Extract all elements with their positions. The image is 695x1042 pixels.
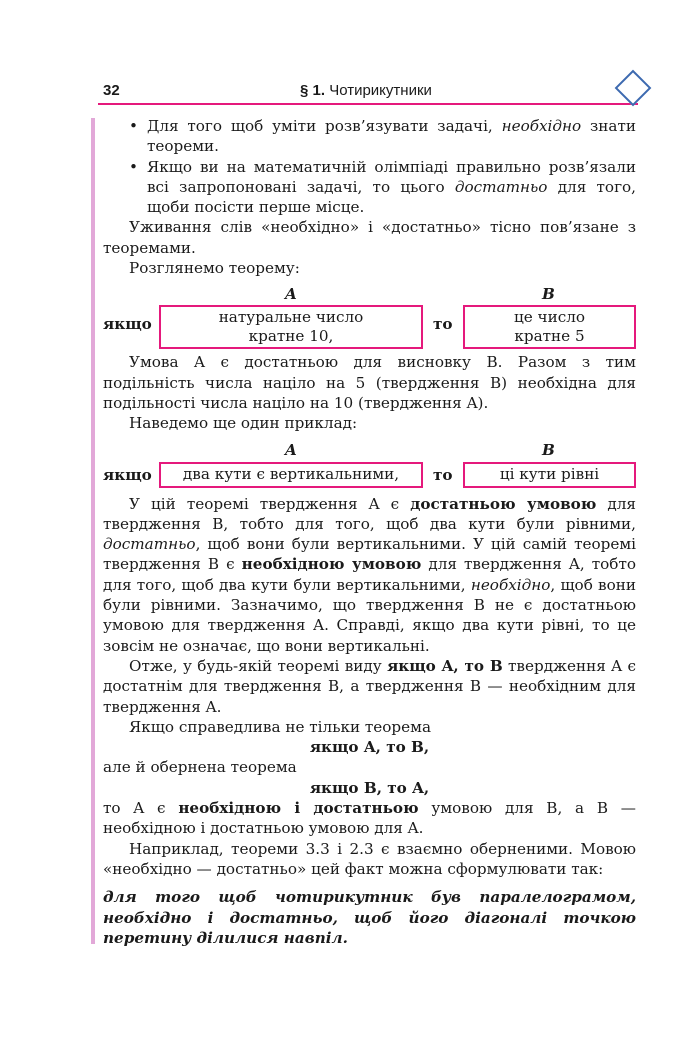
if-keyword: якщо [103, 315, 152, 334]
margin-bar [91, 118, 95, 944]
theorem-diagram [103, 440, 636, 486]
paragraph: то A є необхідною і достатньою умовою для B, а B — необхідною і достатньою умовою для A. [103, 799, 636, 838]
then-keyword: то [433, 465, 453, 484]
label-b: B [542, 285, 555, 304]
label-a: A [285, 440, 297, 459]
paragraph: але й обернена теорема [103, 758, 297, 777]
theorem-diagram [103, 284, 636, 344]
formula: якщо A, то B, [309, 738, 430, 757]
if-keyword: якщо [103, 465, 152, 484]
conclusion-box: це число кратне 5 [463, 305, 636, 349]
header-rule [98, 103, 638, 105]
label-a: A [285, 285, 297, 304]
list-item: • Для того щоб уміти розв’язувати задачі, необхідно знати теореми. [103, 116, 636, 157]
page-number: 32 [103, 82, 120, 99]
section-heading [300, 82, 432, 99]
paragraph: Уживання слів «необхідно» і «достатньо» тісно пов’язане з теоремами. [103, 218, 636, 257]
emphasis: достатньо [454, 177, 548, 196]
paragraph: У цій теоремі твердження A є достатньою умовою для твердження B, тобто для того, щоб два кути були рівними, достатньо, щоб вони були вертикальними. У цій самій теоремі твердження B є необхідною умовою для твердження A, тобто для того, щоб два кути були вертикальними, необхідно, щоб вони були рівними. Зазначимо, що твердження B не є достатньою умовою для твердження A. Справді, якщо два кути рівні, то це зовсім не означає, що вони вертикальні. [103, 494, 636, 655]
conclusion-box: ці кути рівні [463, 462, 636, 488]
page-body [103, 116, 636, 948]
emphasis: необхідно [501, 117, 582, 135]
paragraph: Наприклад, теореми 3.3 і 2.3 є взаємно оберненими. Мовою «необхідно — достатньо» цей факт можна сформулювати так: [103, 839, 636, 878]
condition-box: два кути є вертикальними, [159, 462, 423, 488]
paragraph: Якщо справедлива не тільки теорема [129, 717, 432, 736]
then-keyword: то [433, 315, 453, 334]
conclusion-statement: для того щоб чотирикутник був паралелограмом, необхідно і достатньо, щоб його діагоналі точкою перетину ділилися навпіл. [103, 888, 636, 947]
label-b: B [542, 440, 555, 459]
condition-box: натуральне число кратне 10, [159, 305, 423, 349]
section-number: § 1. [300, 82, 326, 99]
section-title: Чотирикутники [329, 82, 432, 99]
paragraph: Отже, у будь-якій теоремі виду якщо A, то B твердження A є достатнім для твердження B, а твердження B — необхідним для твердження A. [103, 656, 636, 716]
paragraph: Розглянемо теорему: [129, 259, 300, 278]
diamond-icon [615, 70, 652, 107]
paragraph: Умова A є достатньою для висновку B. Разом з тим подільність числа націло на 5 (твердження B) необхідна для подільності числа націло на 10 (твердження A). [103, 353, 636, 412]
list-item: • Якщо ви на математичній олімпіаді правильно розв’язали всі запропоновані задачі, то цього достатньо для того, щоби посісти перше місце. [103, 157, 636, 218]
paragraph: Наведемо ще один приклад: [129, 414, 358, 433]
formula: якщо B, то A, [309, 778, 430, 797]
bullet-list [103, 116, 636, 217]
